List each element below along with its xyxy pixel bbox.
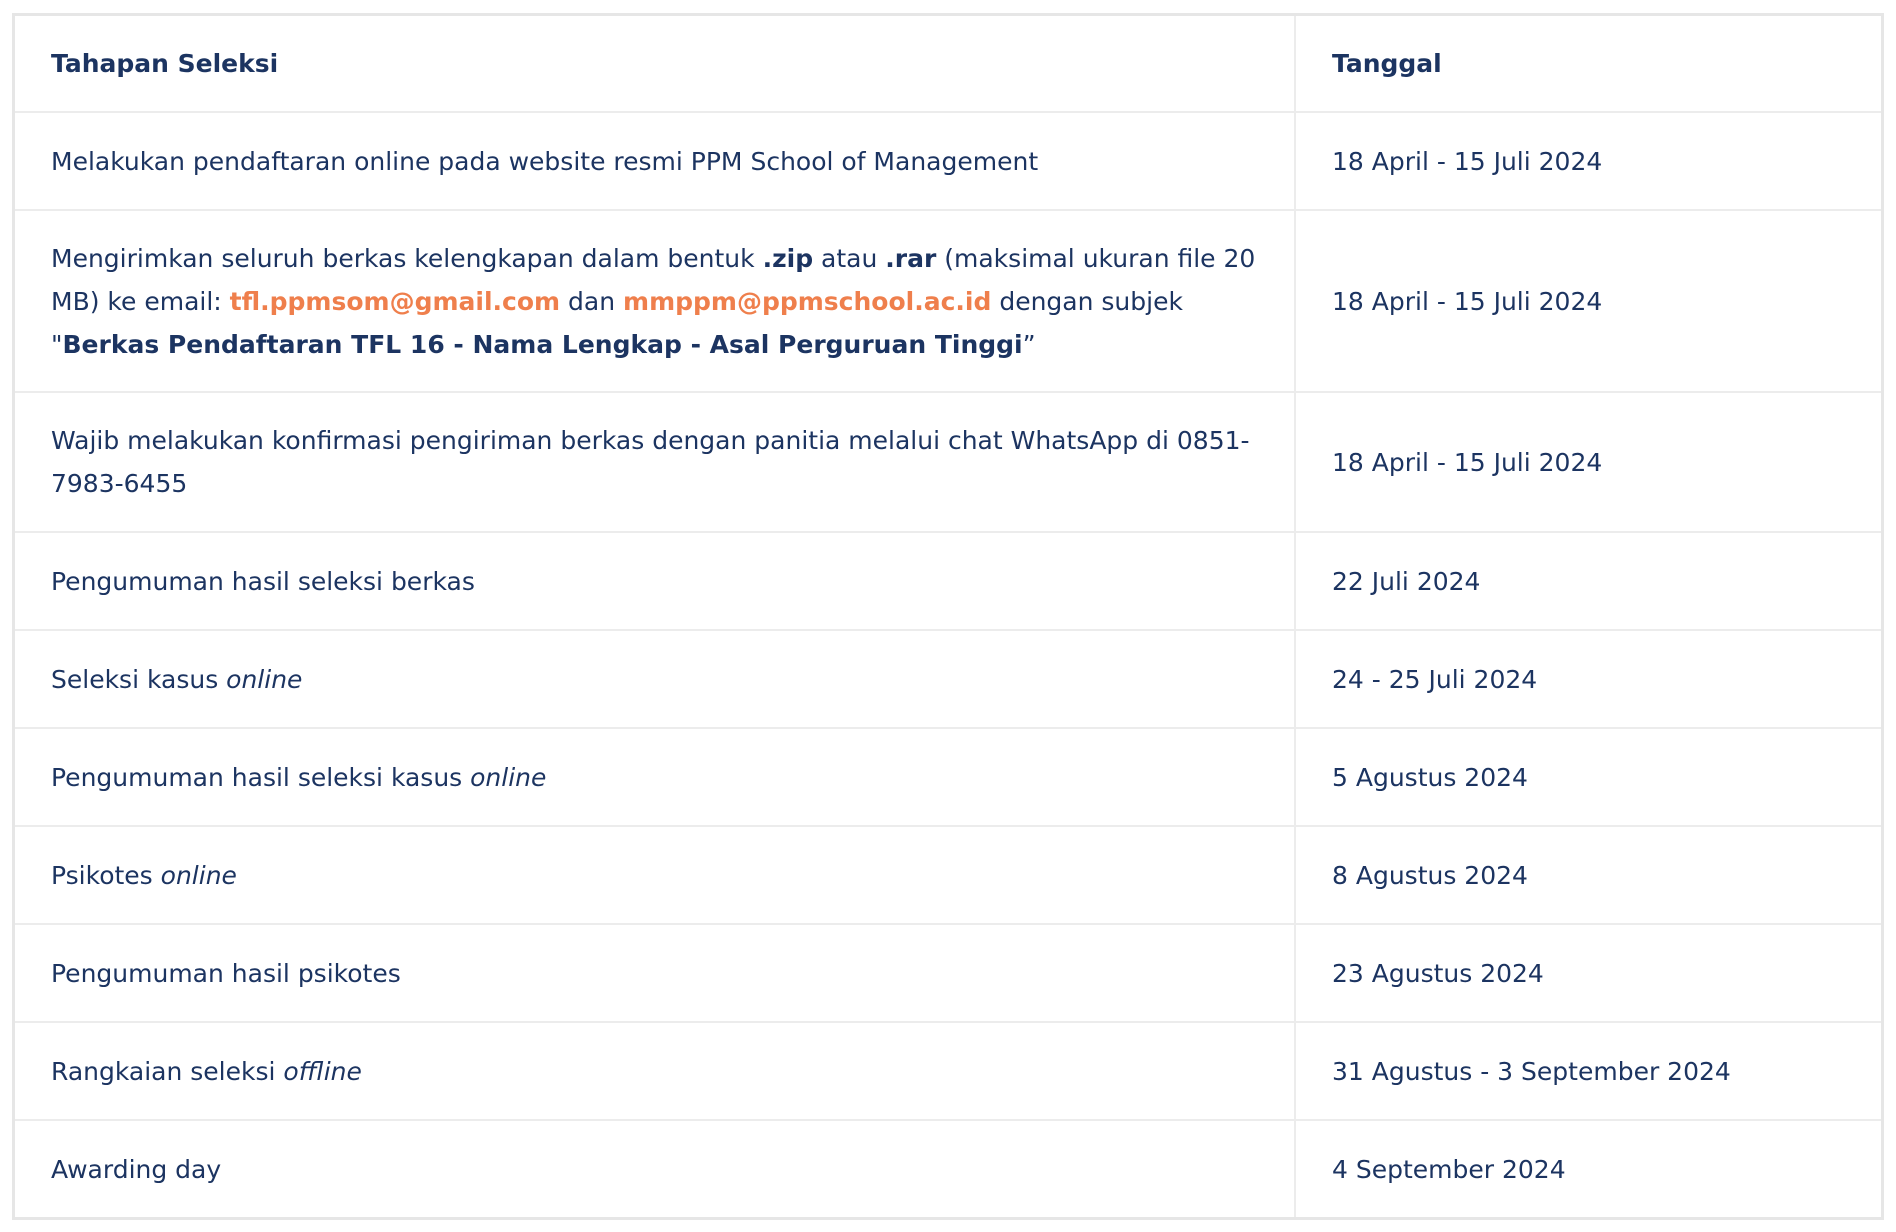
date-cell: 18 April - 15 Juli 2024 [1295, 392, 1881, 532]
stage-cell [15, 826, 1295, 924]
stage-text: Seleksi kasus [51, 664, 227, 694]
date-cell: 8 Agustus 2024 [1295, 826, 1881, 924]
table-row [15, 1022, 1881, 1120]
stage-text: Psikotes [51, 860, 161, 890]
table-row [15, 210, 1881, 392]
stage-emphasis: online [470, 762, 547, 792]
stage-cell: Awarding day [15, 1120, 1295, 1217]
stage-text: dan [560, 286, 624, 316]
stage-cell: Wajib melakukan konfirmasi pengiriman berkas dengan panitia melalui chat WhatsApp di 0851-7983-6455 [15, 392, 1295, 532]
table-row [15, 630, 1881, 728]
stage-text: Mengirimkan seluruh berkas kelengkapan dalam bentuk [51, 243, 763, 273]
table-row [15, 392, 1881, 532]
header-date: Tanggal [1295, 16, 1881, 112]
stage-cell: Melakukan pendaftaran online pada website resmi PPM School of Management [15, 112, 1295, 210]
date-cell: 4 September 2024 [1295, 1120, 1881, 1217]
stage-text: dengan subjek " [51, 286, 1183, 359]
table-header-row [15, 16, 1881, 112]
stage-cell: Pengumuman hasil psikotes [15, 924, 1295, 1022]
stage-cell [15, 728, 1295, 826]
stage-emphasis: online [226, 664, 303, 694]
stage-cell: Pengumuman hasil seleksi berkas [15, 532, 1295, 630]
table-row [15, 826, 1881, 924]
stage-text: Rangkaian seleksi [51, 1056, 284, 1086]
date-cell: 18 April - 15 Juli 2024 [1295, 210, 1881, 392]
stage-text: atau [813, 243, 886, 273]
selection-schedule-table-container [12, 13, 1884, 1220]
stage-text: ” [1022, 329, 1036, 359]
email-link-mmppm[interactable]: mmppm@ppmschool.ac.id [623, 286, 992, 316]
selection-schedule-table [15, 16, 1881, 1217]
table-row [15, 1120, 1881, 1217]
stage-text: (maksimal ukuran file 20 MB) ke email: [51, 243, 1256, 316]
stage-cell [15, 630, 1295, 728]
stage-cell [15, 1022, 1295, 1120]
email-link-tfl[interactable]: tfl.ppmsom@gmail.com [229, 286, 561, 316]
date-cell: 23 Agustus 2024 [1295, 924, 1881, 1022]
stage-cell [15, 210, 1295, 392]
zip-format: .zip [762, 243, 814, 273]
stage-emphasis: offline [283, 1056, 362, 1086]
date-cell: 31 Agustus - 3 September 2024 [1295, 1022, 1881, 1120]
date-cell: 18 April - 15 Juli 2024 [1295, 112, 1881, 210]
stage-text: Pengumuman hasil seleksi kasus [51, 762, 471, 792]
header-stage: Tahapan Seleksi [15, 16, 1295, 112]
date-cell: 22 Juli 2024 [1295, 532, 1881, 630]
table-row [15, 924, 1881, 1022]
rar-format: .rar [885, 243, 937, 273]
email-subject: Berkas Pendaftaran TFL 16 - Nama Lengkap - Asal Perguruan Tinggi [62, 329, 1023, 359]
date-cell: 24 - 25 Juli 2024 [1295, 630, 1881, 728]
stage-emphasis: online [160, 860, 237, 890]
table-row [15, 112, 1881, 210]
date-cell: 5 Agustus 2024 [1295, 728, 1881, 826]
table-row [15, 728, 1881, 826]
table-row [15, 532, 1881, 630]
